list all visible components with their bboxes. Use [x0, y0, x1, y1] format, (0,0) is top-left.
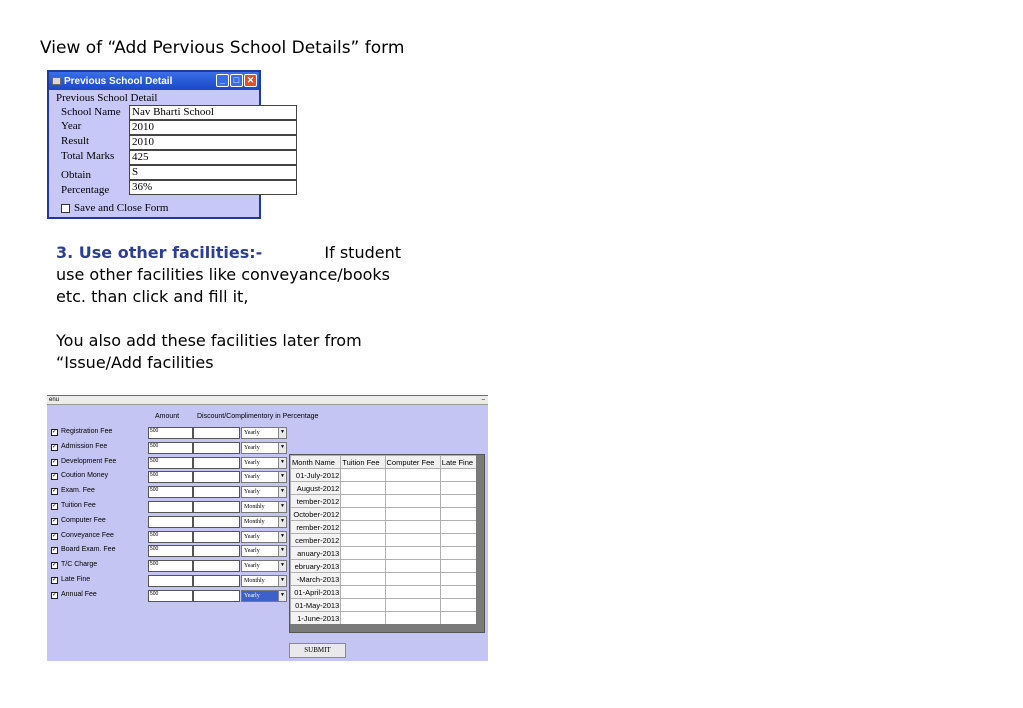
chevron-down-icon[interactable]: ▼	[278, 532, 286, 542]
computer-cell[interactable]	[385, 612, 440, 625]
facilities-window	[47, 395, 488, 661]
month-cell: August-2012	[291, 482, 341, 495]
tuition-cell[interactable]	[341, 534, 385, 547]
fee-label: Tuition Fee	[61, 502, 96, 509]
save-close-checkbox[interactable]	[61, 202, 168, 214]
fee-amount-input[interactable]	[148, 501, 193, 513]
month-cell: October-2012	[291, 508, 341, 521]
fee-row	[51, 531, 291, 544]
fee-period-value: Yearly	[244, 474, 260, 481]
month-cell: cember-2012	[291, 534, 341, 547]
fee-discount-input[interactable]	[193, 545, 240, 557]
computer-cell[interactable]	[385, 534, 440, 547]
fee-amount-input[interactable]: 500	[148, 427, 193, 439]
fee-period-select[interactable]	[241, 545, 287, 557]
fee-period-value: Monthly	[244, 504, 265, 510]
fee-discount-input[interactable]	[193, 501, 240, 513]
fee-row	[51, 427, 291, 440]
previous-school-window	[47, 70, 261, 219]
fee-label: Conveyance Fee	[61, 531, 114, 539]
late-fine-cell[interactable]	[440, 482, 477, 495]
chevron-down-icon[interactable]: ▼	[278, 428, 286, 438]
chevron-down-icon[interactable]: ▼	[278, 472, 286, 482]
fee-checkbox[interactable]: ✓	[52, 577, 58, 583]
fee-discount-input[interactable]	[193, 457, 240, 469]
result-label: Result	[61, 135, 90, 147]
late-fine-cell[interactable]	[440, 560, 477, 573]
fee-grid[interactable]	[289, 454, 485, 633]
tuition-cell[interactable]	[341, 560, 385, 573]
section3-text-line2: use other facilities like conveyance/books	[56, 265, 391, 284]
fee-checkbox[interactable]: ✓	[52, 473, 58, 480]
fee-period-select[interactable]	[241, 486, 287, 498]
month-cell: rember-2012	[291, 521, 341, 534]
tuition-cell[interactable]	[341, 508, 385, 521]
fee-period-value: Yearly	[244, 459, 260, 466]
computer-cell[interactable]	[385, 547, 440, 560]
fee-label: Admission Fee	[61, 442, 108, 450]
fee-checkbox[interactable]: ✓	[52, 429, 58, 435]
table-row[interactable]	[291, 508, 478, 521]
table-row[interactable]	[291, 586, 478, 599]
late-fine-cell[interactable]	[440, 612, 477, 625]
fee-amount-input[interactable]: 500	[148, 590, 193, 602]
fee-table	[290, 455, 478, 625]
fee-amount-input[interactable]	[148, 516, 193, 528]
fee-period-select[interactable]	[241, 516, 287, 528]
fee-row	[51, 575, 291, 588]
fee-amount-input[interactable]: 500	[148, 545, 193, 557]
tuition-cell[interactable]	[341, 599, 385, 612]
school-name-label: School Name	[61, 106, 121, 118]
computer-cell[interactable]	[385, 521, 440, 534]
chevron-down-icon[interactable]: ▼	[278, 502, 286, 512]
fee-label: T/C Charge	[61, 561, 98, 569]
fee-discount-input[interactable]	[193, 575, 240, 587]
computer-cell[interactable]	[385, 495, 440, 508]
total-marks-label: Total Marks	[61, 150, 115, 162]
chevron-down-icon[interactable]: ▼	[278, 576, 286, 586]
window-titlebar	[49, 72, 259, 90]
chevron-down-icon[interactable]: ▼	[278, 561, 286, 571]
tuition-cell[interactable]	[341, 612, 385, 625]
fee-period-value: Yearly	[244, 533, 260, 540]
late-fine-cell[interactable]	[440, 573, 477, 586]
fee-checkbox[interactable]: ✓	[52, 562, 58, 569]
table-row[interactable]	[291, 599, 478, 612]
section3-paragraph	[56, 242, 401, 308]
section3-note	[56, 330, 362, 374]
late-fine-cell[interactable]	[440, 521, 477, 534]
table-header-row	[291, 456, 478, 469]
fee-label: Coution Money	[61, 472, 109, 480]
menu-bar	[47, 396, 488, 405]
column-header-late-fine: Late Fine	[440, 456, 477, 469]
fee-period-value: Yearly	[244, 430, 260, 436]
fee-amount-input[interactable]	[148, 575, 193, 587]
fee-checkbox[interactable]: ✓	[52, 517, 58, 524]
fee-label: Annual Fee	[61, 590, 97, 598]
table-row[interactable]	[291, 495, 478, 508]
fee-period-value: Yearly	[244, 489, 260, 496]
section3-note-line1: You also add these facilities later from	[56, 331, 362, 350]
table-row[interactable]	[291, 469, 478, 482]
minimize-icon[interactable]: –	[481, 397, 485, 403]
percentage-field[interactable]: 36%	[129, 180, 297, 195]
fee-checkbox[interactable]: ✓	[52, 488, 58, 495]
fee-checkbox[interactable]: ✓	[52, 443, 58, 450]
fee-row	[51, 457, 291, 470]
fee-period-select[interactable]	[241, 575, 287, 587]
late-fine-cell[interactable]	[440, 534, 477, 547]
late-fine-cell[interactable]	[440, 508, 477, 521]
late-fine-cell[interactable]	[440, 599, 477, 612]
checkbox-icon[interactable]	[61, 204, 70, 213]
minimize-icon[interactable]: _	[216, 74, 229, 87]
fee-label: Development Fee	[61, 457, 117, 465]
fee-discount-input[interactable]	[193, 427, 240, 439]
fee-period-select[interactable]	[241, 560, 287, 572]
fee-checkbox[interactable]: ✓	[52, 532, 58, 539]
fee-period-value: Monthly	[244, 518, 265, 525]
table-row[interactable]	[291, 534, 478, 547]
fee-row	[51, 486, 291, 499]
computer-cell[interactable]	[385, 469, 440, 482]
chevron-down-icon[interactable]: ▼	[278, 487, 286, 497]
fee-row	[51, 545, 291, 558]
chevron-down-icon[interactable]: ▼	[278, 517, 286, 527]
amount-header: Amount	[155, 413, 180, 420]
fee-amount-input[interactable]: 500	[148, 471, 193, 483]
fee-discount-input[interactable]	[193, 486, 240, 498]
page-heading: View of “Add Pervious School Details” form	[40, 38, 405, 58]
table-row[interactable]	[291, 547, 478, 560]
fee-period-value: Yearly	[244, 592, 260, 599]
fee-period-value: Yearly	[244, 444, 260, 451]
section3-text-line3: etc. than click and fill it,	[56, 287, 249, 306]
tuition-cell[interactable]	[341, 482, 385, 495]
month-cell: 01-April-2013	[291, 586, 341, 599]
fee-checkbox[interactable]: ✓	[52, 547, 58, 554]
fee-label: Exam. Fee	[61, 487, 95, 495]
table-row[interactable]	[291, 612, 478, 625]
fee-discount-input[interactable]	[193, 471, 240, 483]
fee-row	[51, 560, 291, 573]
fee-discount-input[interactable]	[193, 560, 240, 572]
section3-note-line2: “Issue/Add facilities	[56, 353, 214, 372]
fee-discount-input[interactable]	[193, 531, 240, 543]
fee-period-select[interactable]	[241, 531, 287, 543]
school-name-field[interactable]: Nav Bharti School	[129, 105, 297, 120]
fee-discount-input[interactable]	[193, 590, 240, 602]
fee-label: Late Fine	[61, 576, 91, 583]
fee-period-value: Yearly	[244, 548, 260, 555]
fee-label: Board Exam. Fee	[61, 546, 116, 554]
fee-period-select[interactable]	[241, 590, 287, 602]
chevron-down-icon[interactable]: ▼	[278, 546, 286, 556]
chevron-down-icon[interactable]: ▼	[278, 591, 286, 601]
obtain-field[interactable]: S	[129, 165, 297, 180]
month-cell: anuary-2013	[291, 547, 341, 560]
tuition-cell[interactable]	[341, 469, 385, 482]
section3-text-line1: If student	[324, 243, 401, 262]
computer-cell[interactable]	[385, 508, 440, 521]
computer-cell[interactable]	[385, 560, 440, 573]
fee-period-select[interactable]	[241, 501, 287, 513]
fee-checkbox[interactable]: ✓	[52, 503, 58, 509]
month-cell: 1-June-2013	[291, 612, 341, 625]
chevron-down-icon[interactable]: ▼	[278, 443, 286, 453]
window-title: Previous School Detail	[64, 75, 173, 87]
grid-empty-area	[290, 624, 478, 632]
column-header-tuition: Tuition Fee	[341, 456, 385, 469]
computer-cell[interactable]	[385, 586, 440, 599]
fee-period-select[interactable]	[241, 442, 287, 454]
tuition-cell[interactable]	[341, 495, 385, 508]
fee-checkbox[interactable]: ✓	[52, 458, 58, 465]
month-cell: -March-2013	[291, 573, 341, 586]
tuition-cell[interactable]	[341, 573, 385, 586]
table-row[interactable]	[291, 573, 478, 586]
year-label: Year	[61, 120, 82, 132]
fee-amount-input[interactable]: 500	[148, 457, 193, 469]
app-icon	[52, 77, 61, 85]
fee-row	[51, 501, 291, 514]
fee-period-select[interactable]	[241, 427, 287, 439]
month-cell: ebruary-2013	[291, 560, 341, 573]
fee-amount-input[interactable]: 500	[148, 442, 193, 454]
fee-amount-input[interactable]: 500	[148, 531, 193, 543]
late-fine-cell[interactable]	[440, 495, 477, 508]
month-cell: 01-July-2012	[291, 469, 341, 482]
table-row[interactable]	[291, 521, 478, 534]
fee-row	[51, 516, 291, 529]
computer-cell[interactable]	[385, 599, 440, 612]
late-fine-cell[interactable]	[440, 469, 477, 482]
fee-period-value: Monthly	[244, 578, 265, 584]
fee-discount-input[interactable]	[193, 442, 240, 454]
column-header-computer: Computer Fee	[385, 456, 440, 469]
maximize-icon[interactable]: □	[230, 74, 243, 87]
fee-amount-input[interactable]: 500	[148, 486, 193, 498]
discount-header: Discount/Complimentory in Percentage	[197, 413, 319, 420]
fee-row	[51, 590, 291, 603]
month-cell: 01-May-2013	[291, 599, 341, 612]
fee-period-select[interactable]	[241, 457, 287, 469]
fee-row	[51, 471, 291, 484]
month-cell: tember-2012	[291, 495, 341, 508]
late-fine-cell[interactable]	[440, 547, 477, 560]
fee-checkbox[interactable]: ✓	[52, 591, 58, 598]
tuition-cell[interactable]	[341, 521, 385, 534]
fee-row	[51, 442, 291, 455]
section3-title: 3. Use other facilities:-	[56, 243, 263, 262]
percentage-label: Percentage	[61, 184, 110, 196]
table-row[interactable]	[291, 482, 478, 495]
close-icon[interactable]: ✕	[244, 74, 257, 87]
grid-scrollbar[interactable]	[476, 455, 484, 632]
group-title: Previous School Detail	[56, 92, 158, 104]
fee-label: Registration Fee	[61, 428, 113, 435]
tuition-cell[interactable]	[341, 586, 385, 599]
menu-item[interactable]: enu	[49, 397, 60, 403]
column-header-month: Month Name	[291, 456, 341, 469]
late-fine-cell[interactable]	[440, 586, 477, 599]
fee-period-value: Yearly	[244, 563, 260, 570]
tuition-cell[interactable]	[341, 547, 385, 560]
fee-discount-input[interactable]	[193, 516, 240, 528]
computer-cell[interactable]	[385, 573, 440, 586]
computer-cell[interactable]	[385, 482, 440, 495]
chevron-down-icon[interactable]: ▼	[278, 458, 286, 468]
fee-period-select[interactable]	[241, 471, 287, 483]
result-field[interactable]: 2010	[129, 135, 297, 150]
year-field[interactable]: 2010	[129, 120, 297, 135]
fee-label: Computer Fee	[61, 516, 106, 524]
fee-amount-input[interactable]: 500	[148, 560, 193, 572]
total-marks-field[interactable]: 425	[129, 150, 297, 165]
table-row[interactable]	[291, 560, 478, 573]
obtain-label: Obtain	[61, 169, 91, 181]
submit-button[interactable]: SUBMIT	[289, 643, 346, 658]
save-close-label: Save and Close Form	[74, 202, 169, 214]
